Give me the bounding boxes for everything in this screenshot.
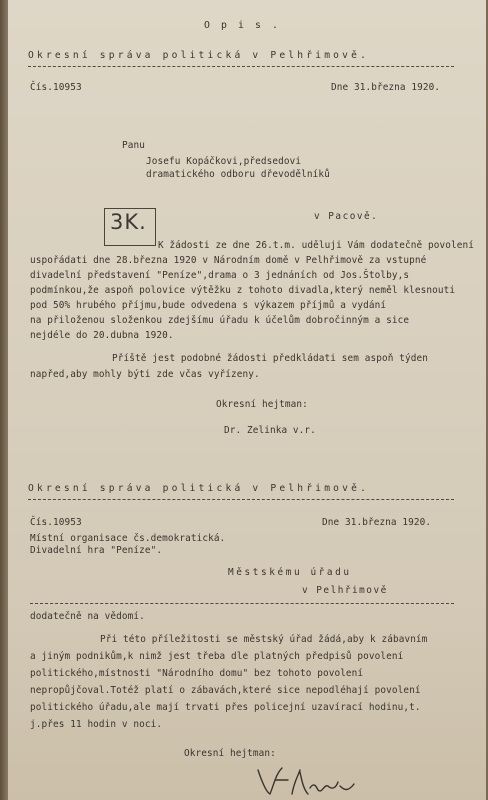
handwritten-signature bbox=[252, 764, 362, 798]
signature-title: Okresní hejtman: bbox=[216, 399, 308, 410]
reference-number: Čís.10953 bbox=[30, 82, 82, 93]
body-line: politického úřadu,ale mají trvati přes policejní uzavírací hodinu,t. bbox=[30, 702, 421, 713]
body-line: a jiným podnikům,k nimž jest třeba dle platných předpisů povolení bbox=[30, 651, 404, 662]
subject-line: Místní organisace čs.demokratická. bbox=[30, 533, 226, 544]
letter-date-2: Dne 31.března 1920. bbox=[322, 517, 432, 528]
body-line: K žádosti ze dne 26.t.m. uděluji Vám dodatečně povolení bbox=[158, 240, 474, 251]
body-line: pod 50% hrubého příjmu,bude odvedena s výkazem příjmů a vydání bbox=[30, 300, 387, 311]
handwritten-stamp: 3K. bbox=[110, 210, 147, 234]
body-line: podmínkou,že aspoň polovice výtěžku z tohoto divadla,který neměl klesnouti bbox=[30, 285, 456, 296]
body-line: j.přes 11 hodin v noci. bbox=[30, 719, 163, 730]
document-page bbox=[8, 0, 486, 800]
second-header-rule bbox=[28, 499, 454, 500]
authority-heading-2: Okresní správa politická v Pelhřimově. bbox=[28, 483, 370, 494]
body-line: nepropůjčoval.Totéž platí o zábavách,které sice nepodléhají povolení bbox=[30, 685, 421, 696]
reference-number-2: Čís.10953 bbox=[30, 517, 82, 528]
addressee-place: v Pacově. bbox=[314, 211, 379, 222]
body-line: Při této příležitosti se městský úřad žádá,aby k zábavním bbox=[100, 634, 428, 645]
copy-heading: O p i s . bbox=[204, 20, 281, 31]
addressee-name: Josefu Kopáčkovi,předsedovi bbox=[146, 156, 302, 167]
body-line: politického,místnosti "Národního domu" bez tohoto povolení bbox=[30, 668, 364, 679]
body-line: napřed,aby mohly býti zde včas vyřízeny. bbox=[30, 369, 260, 380]
recipient: Městskému úřadu bbox=[228, 567, 352, 578]
subject-line: Divadelní hra "Peníze". bbox=[30, 545, 163, 556]
signature-name: Dr. Zelinka v.r. bbox=[224, 425, 316, 436]
intro-line: dodatečně na vědomí. bbox=[30, 611, 145, 622]
recipient-rule bbox=[30, 603, 454, 604]
signature-title-2: Okresní hejtman: bbox=[184, 748, 276, 759]
recipient-place: v Pelhřimově bbox=[302, 585, 388, 596]
addressee-title: dramatického odboru dřevodělníků bbox=[146, 169, 330, 180]
body-line: uspořádati dne 28.března 1920 v Národním domě v Pelhřimově za vstupné bbox=[30, 255, 427, 266]
header-rule bbox=[28, 66, 454, 67]
body-line: divadelní představení "Peníze",drama o 3 jednáních od Jos.Štolby,s bbox=[30, 270, 410, 281]
body-line: nejdéle do 20.dubna 1920. bbox=[30, 330, 174, 341]
page-edge-shadow bbox=[0, 0, 8, 800]
body-line: na přiloženou složenkou zdejšímu úřadu k účelům dobročinným a sice bbox=[30, 315, 410, 326]
body-line: Příště jest podobné žádosti předkládati sem aspoň týden bbox=[112, 353, 428, 364]
letter-date: Dne 31.března 1920. bbox=[331, 82, 441, 93]
salutation: Panu bbox=[122, 140, 145, 151]
authority-heading: Okresní správa politická v Pelhřimově. bbox=[28, 50, 370, 61]
